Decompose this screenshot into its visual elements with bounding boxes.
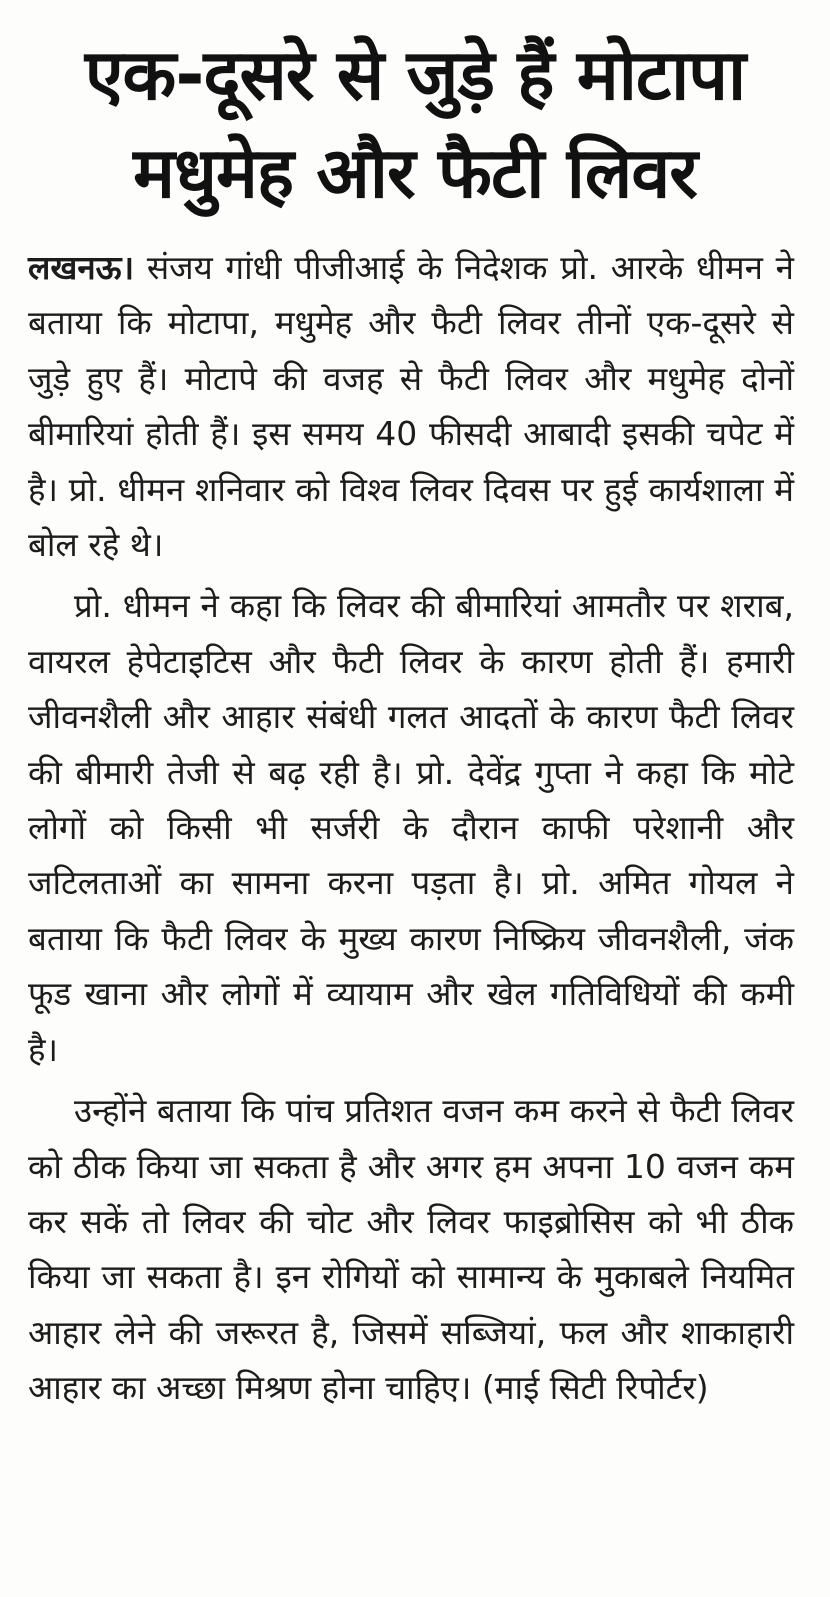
paragraph-1-text: संजय गांधी पीजीआई के निदेशक प्रो. आरके धीमन ने बताया कि मोटापा, मधुमेह और फैटी लिवर तीनों एक-दूसरे से जुड़े हुए हैं। मोटापे की वजह से फैटी लिवर और मधुमेह दोनों बीमारियां होती हैं। इस समय 40 फीसदी आबादी इसकी चपेट में है। प्रो. धीमन शनिवार को विश्व लिवर दिवस पर हुई कार्यशाला में बोल रहे थे। bbox=[28, 248, 794, 565]
headline-line-2: मधुमेह और फैटी लिवर bbox=[133, 132, 697, 214]
article-paragraph-3: उन्होंने बताया कि पांच प्रतिशत वजन कम करने से फैटी लिवर को ठीक किया जा सकता है और अगर हम अपना 10 वजन कम कर सकें तो लिवर की चोट और लिवर फाइब्रोसिस को भी ठीक किया जा सकता है। इन रोगियों को सामान्य के मुकाबले नियमित आहार लेने की जरूरत है, जिसमें सब्जियां, फल और शाकाहारी आहार का अच्छा मिश्रण होना चाहिए। (माई सिटी रिपोर्टर) bbox=[28, 1091, 794, 1408]
dateline: लखनऊ। bbox=[28, 248, 135, 287]
article-paragraph-2: प्रो. धीमन ने कहा कि लिवर की बीमारियां आमतौर पर शराब, वायरल हेपेटाइटिस और फैटी लिवर के कारण होती हैं। हमारी जीवनशैली और आहार संबंधी गलत आदतों के कारण फैटी लिवर की बीमारी तेजी से बढ़ रही है। प्रो. देवेंद्र गुप्ता ने कहा कि मोटे लोगों को किसी भी सर्जरी के दौरान काफी परेशानी और जटिलताओं का सामना करना पड़ता है। प्रो. अमित गोयल ने बताया कि फैटी लिवर के मुख्य कारण निष्क्रिय जीवनशैली, जंक फूड खाना और लोगों में व्यायाम और खेल गतिविधियों की कमी है। bbox=[28, 586, 794, 1069]
headline-line-1: एक-दूसरे से जुड़े हैं मोटापा bbox=[84, 34, 746, 116]
article-paragraph-1 bbox=[28, 240, 794, 572]
article-body bbox=[28, 240, 794, 1416]
